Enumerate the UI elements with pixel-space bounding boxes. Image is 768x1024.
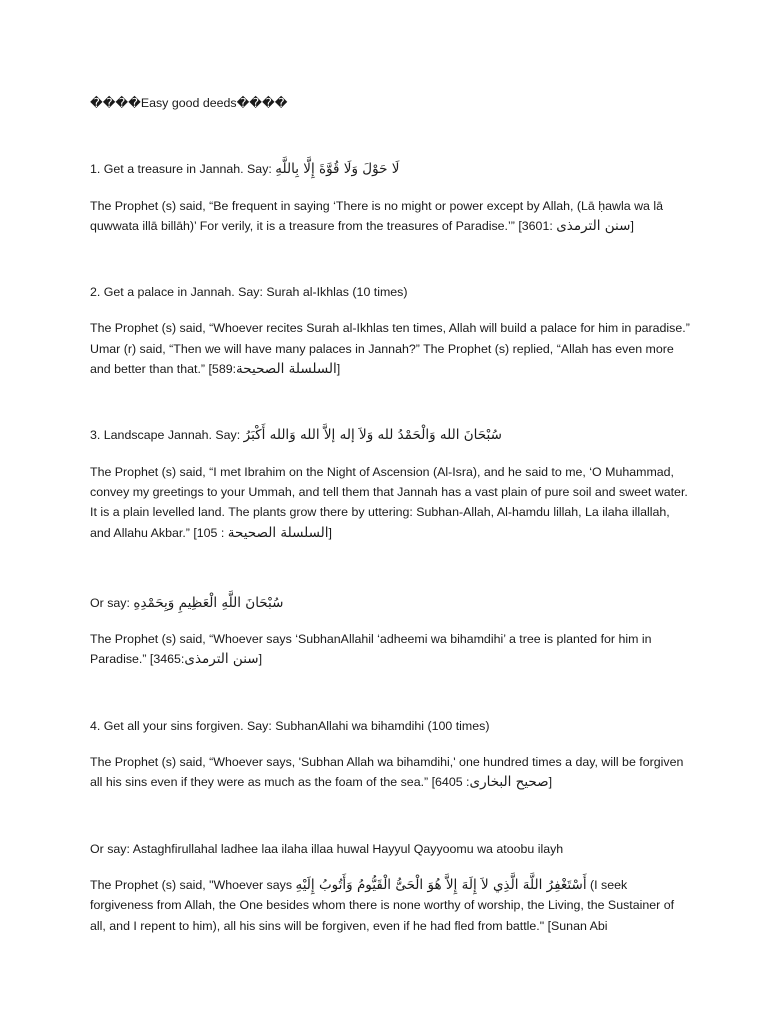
section-1-arabic-dhikr: لَا حَوْلَ وَلَا قُوَّةَ إِلَّا بِاللَّهِ: [275, 161, 400, 178]
section-3b-source-arabic: سنن الترمذى: [184, 651, 259, 668]
title-placeholder-glyphs-right: ����: [236, 96, 288, 110]
title-placeholder-glyphs-left: ����: [90, 96, 141, 110]
section-4b-arabic-dhikr: أَسْتَغْفِرُ اللَّهَ الَّذِي لاَ إِلَهَ إِلاَّ هُوَ الْحَىُّ الْقَيُّومُ وَأَتُوبُ إِلَيْهِ: [295, 876, 587, 893]
document-title: [90, 93, 690, 113]
section-4b-heading: Or say: Astaghfirullahal ladhee laa ilaha illaa huwal Hayyul Qayyoomu wa atoobu ilayh: [90, 841, 564, 856]
section-2-heading: 2. Get a palace in Jannah. Say: Surah al-Ikhlas (10 times): [90, 285, 408, 300]
section-3-body: The Prophet (s) said, “I met Ibrahim on the Night of Ascension (Al-Isra), and he said to me, ‘O Muhammad, convey my greetings to your Ummah, and tell them that Jannah has a vast plain of pure soil and sweet water. It is a plain levelled land. The plants grow there by uttering: Subhan-Allah, Al-hamdu lillah, La ilaha illallah, and Allahu Akbar.” [105 : السلسلة الصحيحة]: [90, 464, 688, 541]
section-2-source-arabic: السلسلة الصحيحة: [236, 361, 337, 378]
section-3b-arabic-dhikr: سُبْحَانَ اللَّهِ الْعَظِيمِ وَبِحَمْدِهِ: [133, 594, 284, 611]
section-4-heading: 4. Get all your sins forgiven. Say: SubhanAllahi wa bihamdihi (100 times): [90, 718, 490, 733]
section-3b-body: The Prophet (s) said, “Whoever says ‘SubhanAllahil ‘adheemi wa bihamdihi’ a tree is planted for him in Paradise.” [3465:سنن الترمذى]: [90, 632, 652, 668]
section-3-source-arabic: السلسلة الصحيحة: [227, 524, 329, 541]
document-page: [90, 93, 690, 936]
section-3-heading: 3. Landscape Jannah. Say: سُبْحَانَ الله وَالْحَمْدُ لله وَلاَ إله إلاَّ الله وَالله أَكْبَرُ: [90, 427, 502, 444]
section-4-body: The Prophet (s) said, “Whoever says, 'Subhan Allah wa bihamdihi,' one hundred times a day, will be forgiven all his sins even if they were as much as the foam of the sea.” [6405 :صحيح البخارى]: [90, 755, 684, 791]
section-2-body: The Prophet (s) said, “Whoever recites Surah al-Ikhlas ten times, Allah will build a palace for him in paradise.” Umar (r) said, “Then we will have many palaces in Jannah?” The Prophet (s) replied, “Allah has even more and better than that.” [589:السلسلة الصحيحة]: [90, 321, 690, 378]
section-4-source-arabic: صحيح البخارى: [469, 774, 549, 791]
title-text: Easy good deeds: [140, 96, 237, 110]
section-1-body: The Prophet (s) said, “Be frequent in saying ‘There is no might or power except by Allah, (Lā ḥawla wa lā quwwata illā billāh)’ For verily, it is a treasure from the treasures of Paradise.’” [3601: سنن الترمذى]: [90, 198, 664, 234]
section-1-source-arabic: سنن الترمذى: [556, 217, 631, 234]
section-4b-body: The Prophet (s) said, "Whoever says أَسْتَغْفِرُ اللَّهَ الَّذِي لاَ إِلَهَ إِلاَّ هُوَ الْحَىُّ الْقَيُّومُ وَأَتُوبُ إِلَيْهِ (I seek forgiveness from Allah, the One besides whom there is none worthy of worship, the Living, the Sustainer of all, and I repent to him), all his sins will be forgiven, even if he had fled from battle." [Sunan Abi: [90, 876, 675, 933]
section-3-arabic-dhikr: سُبْحَانَ الله وَالْحَمْدُ لله وَلاَ إله إلاَّ الله وَالله أَكْبَرُ: [243, 427, 502, 444]
section-1-heading: 1. Get a treasure in Jannah. Say: لَا حَوْلَ وَلَا قُوَّةَ إِلَّا بِاللَّهِ: [90, 161, 400, 178]
section-3b-heading: Or say: سُبْحَانَ اللَّهِ الْعَظِيمِ وَبِحَمْدِهِ: [90, 594, 284, 611]
